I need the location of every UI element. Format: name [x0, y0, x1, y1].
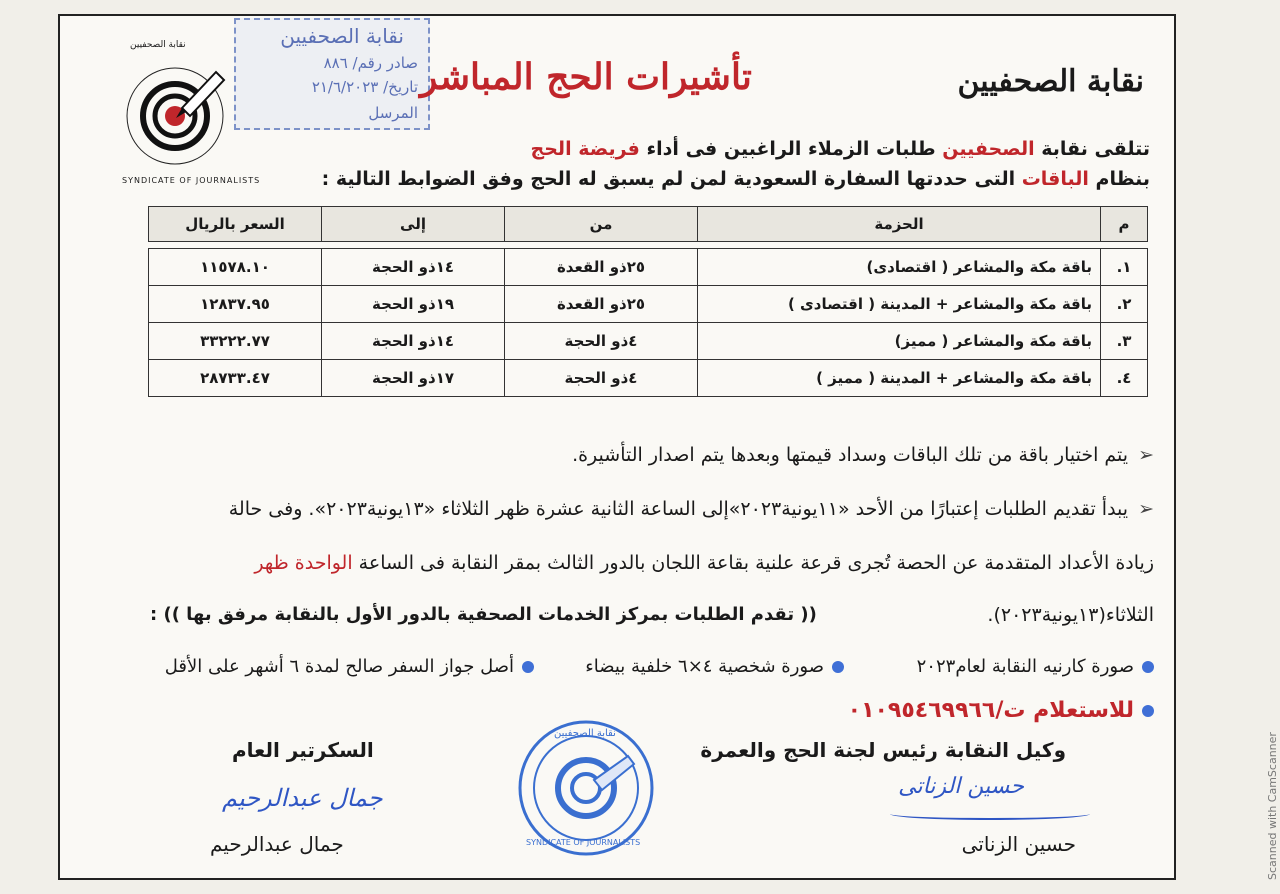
table-row: ٢. باقة مكة والمشاعر + المدينة ( اقتصادى ) ٢٥ذو القعدة ١٩ذو الحجة ١٢٨٣٧.٩٥: [149, 286, 1148, 323]
intro-line-2: بنظام الباقات التى حددتها السفارة السعودية لمن لم يسبق له الحج وفق الضوابط التالية :: [321, 168, 1150, 190]
table-row: ٣. باقة مكة والمشاعر ( مميز) ٤ذو الحجة ١٤ذو الحجة ٣٣٢٢٢.٧٧: [149, 323, 1148, 360]
stamp-line-4: المرسل: [368, 104, 418, 122]
organization-name: نقابة الصحفيين: [957, 64, 1144, 99]
highlight-hajj: فريضة الحج: [530, 138, 640, 160]
paragraph-2-line-1: ➢يبدأ تقديم الطلبات إعتبارًا من الأحد «١١يونية٢٠٢٣»إلى الساعة الثانية عشرة ظهر الثلاثاء «١٣يونية٢٠٢٣». وفى حالة: [228, 498, 1154, 520]
outgoing-stamp: [234, 18, 430, 130]
intro-line-1: تتلقى نقابة الصحفيين طلبات الزملاء الراغبين فى أداء فريضة الحج: [530, 138, 1150, 160]
highlight-journalists: الصحفيين: [942, 138, 1035, 160]
paragraph-2-line-3: الثلاثاء(١٣يونية٢٠٢٣).: [987, 604, 1154, 626]
logo-text-en: SYNDICATE OF JOURNALISTS: [122, 176, 261, 185]
requirement-3: أصل جواز السفر صالح لمدة ٦ أشهر على الأقل: [165, 656, 534, 677]
table-header-row: [149, 207, 1148, 242]
left-signatory-name: جمال عبدالرحيم: [210, 832, 344, 856]
stamp-line-3: تاريخ/ ٢١/٦/٢٠٢٣: [311, 78, 418, 96]
blue-bullet-icon: [1142, 661, 1154, 673]
logo-text-ar: نقابة الصحفيين: [130, 40, 186, 50]
header-package: الحزمة: [698, 207, 1101, 242]
table-row: ١. باقة مكة والمشاعر ( اقتصادى) ٢٥ذو القعدة ١٤ذو الحجة ١١٥٧٨.١٠: [149, 249, 1148, 286]
arrow-bullet-icon: ➢: [1138, 498, 1154, 520]
document-page: [58, 14, 1176, 880]
header-from: من: [505, 207, 698, 242]
blue-bullet-icon: [832, 661, 844, 673]
left-signatory-title: السكرتير العام: [232, 738, 374, 762]
signature-underline: [890, 808, 1090, 820]
right-handwritten-signature: حسين الزناتى: [898, 774, 1024, 799]
document-title: تأشيرات الحج المباشر: [420, 56, 752, 98]
requirement-1: صورة كارنيه النقابة لعام٢٠٢٣: [917, 656, 1154, 677]
blue-bullet-icon: [1142, 705, 1154, 717]
header-price: السعر بالريال: [149, 207, 322, 242]
left-handwritten-signature: جمال عبدالرحيم: [222, 784, 383, 812]
requirement-2: صورة شخصية ٤×٦ خلفية بيضاء: [585, 656, 844, 677]
paragraph-2-line-2: زيادة الأعداد المتقدمة عن الحصة تُجرى قرعة علنية بقاعة اللجان بالدور الثالث بمقر النقابة فى الساعة الواحدة ظهر: [254, 552, 1154, 574]
arrow-bullet-icon: ➢: [1138, 444, 1154, 466]
packages-table: [148, 206, 1148, 397]
seal-text-en: SYNDICATE OF JOURNALISTS: [526, 838, 641, 847]
highlight-packages: الباقات: [1021, 168, 1089, 190]
seal-text-ar: نقابة الصحفيين: [554, 728, 616, 739]
stamp-line-1: نقابة الصحفيين: [280, 24, 404, 48]
table-row: ٤. باقة مكة والمشاعر + المدينة ( مميز ) ٤ذو الحجة ١٧ذو الحجة ٢٨٧٣٣.٤٧: [149, 360, 1148, 397]
official-seal: [516, 718, 656, 858]
header-to: إلى: [322, 207, 505, 242]
stamp-line-2: صادر رقم/ ٨٨٦: [323, 54, 418, 72]
paragraph-1: ➢يتم اختيار باقة من تلك الباقات وسداد قيمتها وبعدها يتم اصدار التأشيرة.: [572, 444, 1154, 466]
blue-bullet-icon: [522, 661, 534, 673]
camscanner-watermark: Scanned with CamScanner: [1266, 732, 1279, 880]
inquiry-line: للاستعلام ت/٠١٠٩٥٤٦٩٩٦٦: [848, 698, 1154, 723]
highlight-time: الواحدة ظهر: [254, 552, 353, 574]
right-signatory-name: حسين الزناتى: [961, 832, 1076, 856]
right-signatory-title: وكيل النقابة رئيس لجنة الحج والعمرة: [700, 738, 1066, 762]
syndicate-logo: [112, 50, 238, 176]
submission-note: (( تقدم الطلبات بمركز الخدمات الصحفية بالدور الأول بالنقابة مرفق بها )) :: [150, 604, 817, 625]
header-num: م: [1101, 207, 1148, 242]
